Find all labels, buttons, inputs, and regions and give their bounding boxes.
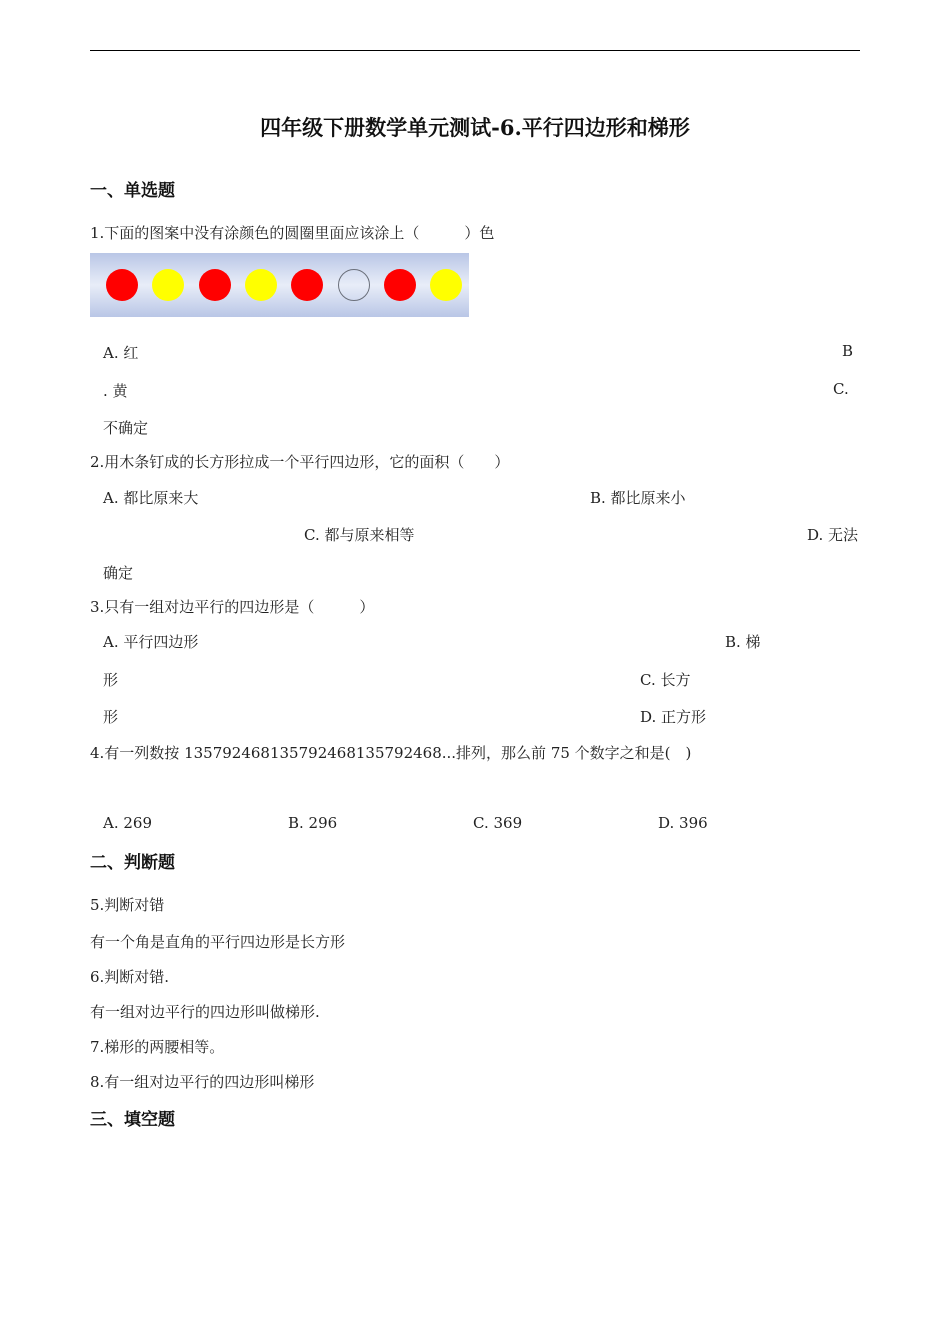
uncolored-circle [338, 269, 370, 301]
question-2-option-a[interactable]: A. 都比原来大 [103, 489, 199, 507]
question-2-option-b[interactable]: B. 都比原来小 [590, 489, 686, 507]
question-6-text: 6.判断对错. [90, 968, 170, 986]
question-4-option-c[interactable]: C. 369 [473, 814, 523, 832]
question-3-option-c[interactable]: C. 长方 [640, 671, 691, 689]
question-1-figure [90, 253, 469, 317]
question-5-text: 5.判断对错 [90, 896, 165, 914]
colored-circle [199, 269, 231, 301]
question-3-option-b[interactable]: B. 梯 [725, 633, 761, 651]
question-8-text: 8.有一组对边平行的四边形叫梯形 [90, 1073, 315, 1091]
section-heading-true-false: 二、判断题 [90, 853, 175, 873]
question-2-option-d-wrap[interactable]: 确定 [103, 564, 134, 582]
colored-circle [291, 269, 323, 301]
colored-circle [245, 269, 277, 301]
question-3-option-d[interactable]: D. 正方形 [640, 708, 707, 726]
question-1-text: 1.下面的图案中没有涂颜色的圆圈里面应该涂上（ ）色 [90, 224, 495, 242]
colored-circle [384, 269, 416, 301]
question-3-option-c-wrap[interactable]: 形 [103, 708, 119, 726]
question-3-option-b-wrap[interactable]: 形 [103, 671, 119, 689]
question-1-option-c-wrap[interactable]: 不确定 [103, 419, 149, 437]
question-3-text: 3.只有一组对边平行的四边形是（ ） [90, 598, 375, 616]
question-1-option-a[interactable]: A. 红 [103, 344, 139, 362]
question-7-text: 7.梯形的两腰相等。 [90, 1038, 225, 1056]
header-rule [90, 50, 860, 51]
question-4-option-d[interactable]: D. 396 [658, 814, 708, 832]
question-4-text: 4.有一列数按 135792468135792468135792468...排列，那么前 75 个数字之和是( ) [90, 744, 692, 762]
colored-circle [106, 269, 138, 301]
section-heading-fill-in: 三、填空题 [90, 1110, 175, 1130]
question-3-option-a[interactable]: A. 平行四边形 [103, 633, 199, 651]
colored-circle [430, 269, 462, 301]
question-2-option-d[interactable]: D. 无法 [807, 526, 859, 544]
question-1-option-c[interactable]: C. [833, 380, 849, 398]
question-2-text: 2.用木条钉成的长方形拉成一个平行四边形，它的面积（ ） [90, 453, 510, 471]
page-title: 四年级下册数学单元测试-6.平行四边形和梯形 [260, 115, 690, 140]
question-2-option-c[interactable]: C. 都与原来相等 [304, 526, 415, 544]
question-4-option-b[interactable]: B. 296 [288, 814, 338, 832]
question-4-option-a[interactable]: A. 269 [103, 814, 152, 832]
colored-circle [152, 269, 184, 301]
question-5-statement: 有一个角是直角的平行四边形是长方形 [90, 933, 346, 951]
question-1-option-b[interactable]: B [842, 342, 854, 360]
section-heading-single-choice: 一、单选题 [90, 181, 175, 201]
question-1-option-b-wrap[interactable]: . 黄 [103, 382, 128, 400]
question-6-statement: 有一组对边平行的四边形叫做梯形. [90, 1003, 320, 1021]
